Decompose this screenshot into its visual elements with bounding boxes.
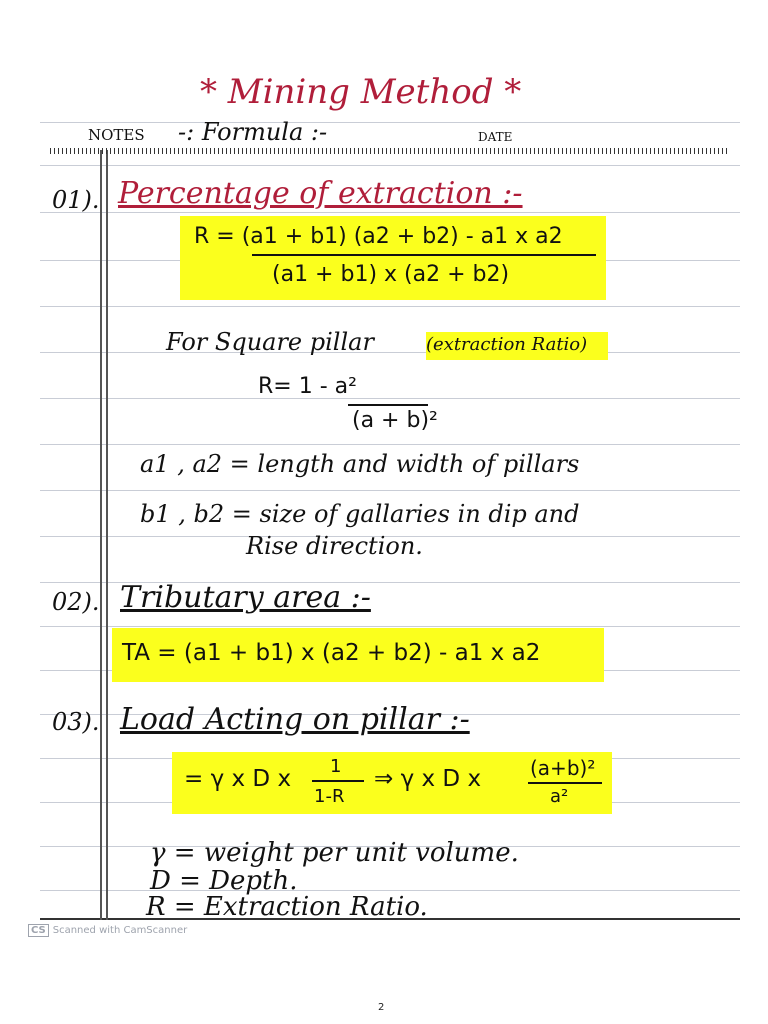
fraction-bar xyxy=(312,780,364,782)
section-heading: Percentage of extraction :- xyxy=(118,176,523,211)
notes-label: NOTES xyxy=(88,126,145,144)
load-formula-right-numerator: (a+b)² xyxy=(530,756,596,780)
section-heading: Load Acting on pillar :- xyxy=(120,702,470,737)
legend-gamma: γ = weight per unit volume. xyxy=(150,838,519,868)
tributary-area-formula: TA = (a1 + b1) x (a2 + b2) - a1 x a2 xyxy=(122,640,541,666)
watermark-text: Scanned with CamScanner xyxy=(52,925,188,936)
fraction-bar xyxy=(252,254,596,256)
load-formula-left: = γ x D x xyxy=(184,766,292,792)
formula-label: -: Formula :- xyxy=(178,118,328,146)
load-formula-arrow: ⇒ γ x D x xyxy=(374,766,482,792)
fraction-bar xyxy=(348,404,428,406)
legend-depth: D = Depth. xyxy=(150,866,298,896)
square-pillar-highlight: (extraction Ratio) xyxy=(426,334,588,355)
margin-line xyxy=(100,150,102,920)
date-label: DATE xyxy=(478,130,513,144)
margin-line xyxy=(106,150,108,920)
header-strip xyxy=(50,148,730,154)
load-formula-right-denominator: a² xyxy=(550,786,569,807)
page-title: * Mining Method * xyxy=(200,72,522,112)
definition-b: b1 , b2 = size of gallaries in dip and xyxy=(140,500,580,528)
section-number: 02). xyxy=(52,588,100,616)
extraction-formula-numerator: R = (a1 + b1) (a2 + b2) - a1 x a2 xyxy=(194,224,563,249)
camscanner-watermark xyxy=(28,924,187,937)
load-formula-left-numerator: 1 xyxy=(330,756,342,777)
section-number: 03). xyxy=(52,708,100,736)
load-formula-left-denominator: 1-R xyxy=(314,786,345,807)
extraction-formula-denominator: (a1 + b1) x (a2 + b2) xyxy=(272,262,510,287)
square-pillar-denominator: (a + b)² xyxy=(352,408,438,433)
definition-a: a1 , a2 = length and width of pillars xyxy=(140,450,580,478)
legend-ratio: R = Extraction Ratio. xyxy=(146,892,428,922)
camscanner-logo-icon: CS xyxy=(28,924,49,937)
page-number: 2 xyxy=(378,1002,385,1013)
square-pillar-numerator: R= 1 - a² xyxy=(258,374,357,399)
square-pillar-note: For Square pillar xyxy=(166,328,374,356)
section-number: 01). xyxy=(52,186,100,214)
definition-b-continued: Rise direction. xyxy=(246,532,423,560)
section-heading: Tributary area :- xyxy=(120,580,371,615)
fraction-bar xyxy=(528,782,602,784)
